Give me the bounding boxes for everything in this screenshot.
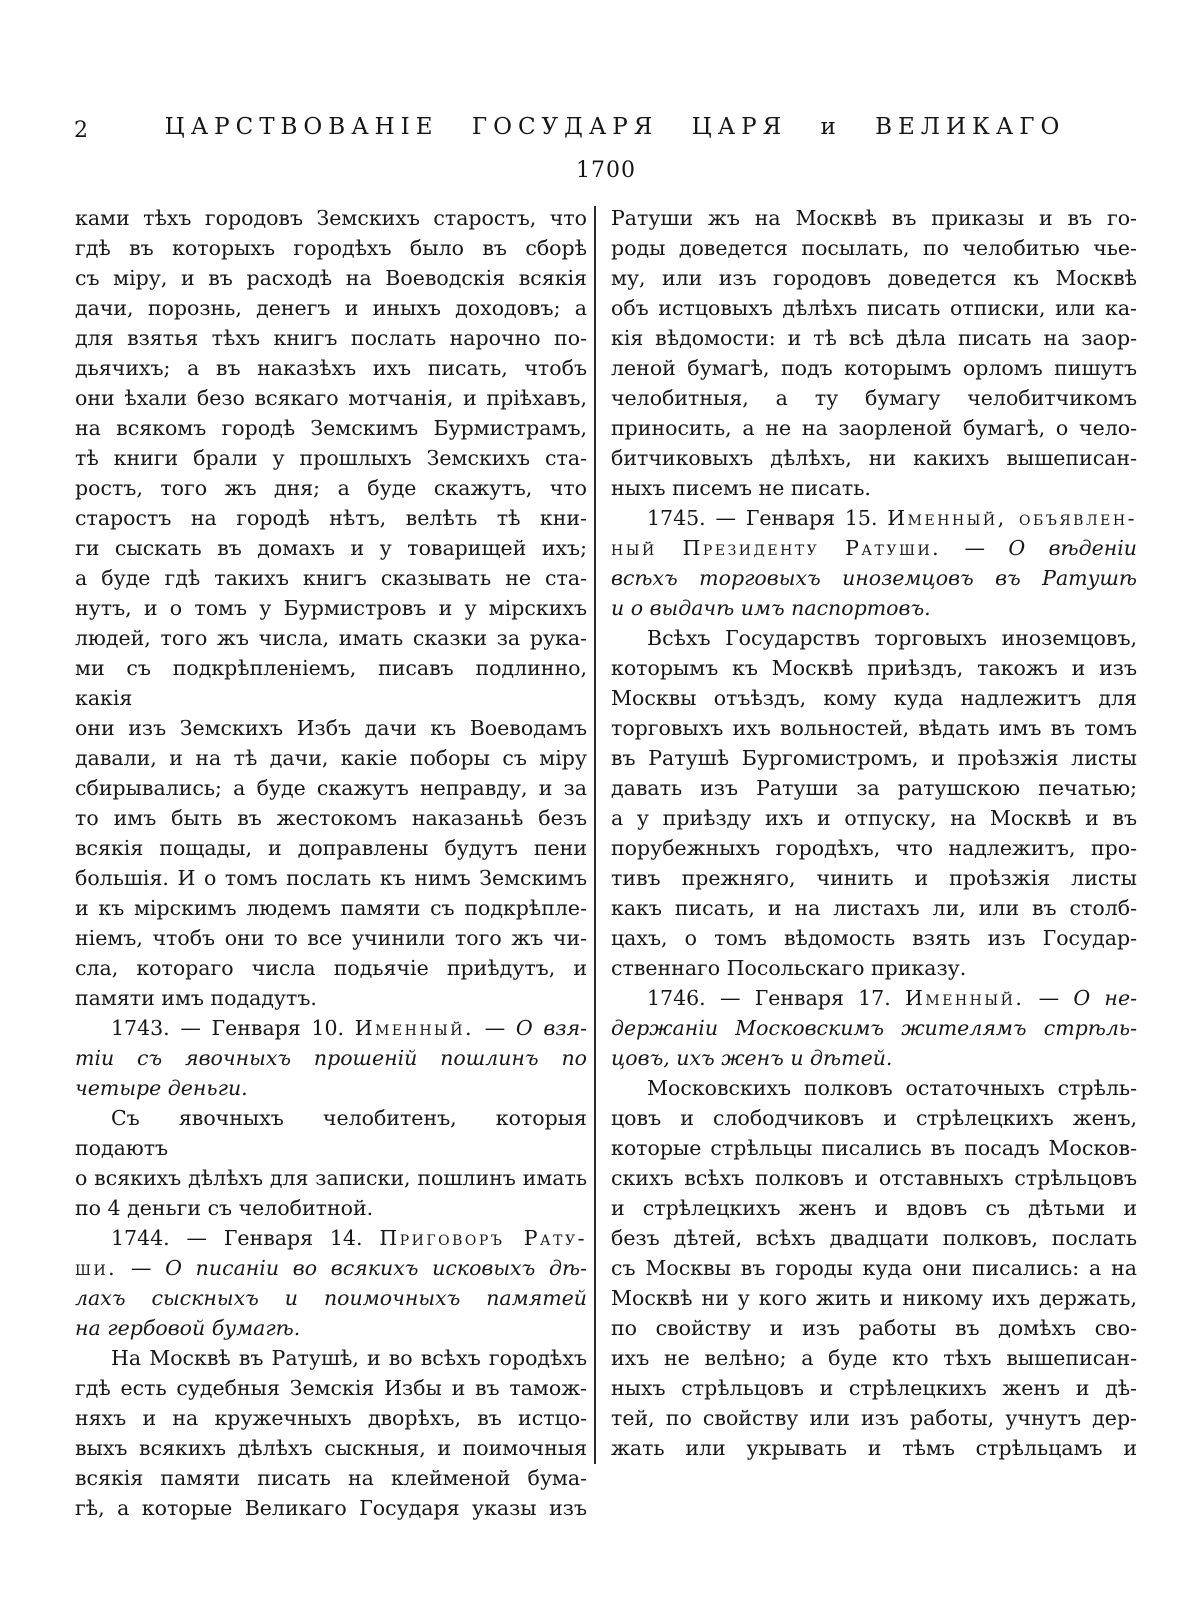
body-text: съ Москвы въ городы куда они писались: а на <box>611 1256 1137 1280</box>
text-line <box>75 263 587 293</box>
body-text: которые стрѣльцы писались въ посадъ Москов- <box>611 1136 1137 1160</box>
smallcaps-heading-text: Именный. <box>354 1016 475 1040</box>
text-line <box>75 233 587 263</box>
body-text: леной бумагѣ, подъ которымъ орломъ пишутъ <box>611 356 1137 380</box>
text-line <box>611 503 1137 533</box>
body-text: гдѣ въ которыхъ городѣхъ было въ сборѣ <box>75 236 587 260</box>
text-line <box>75 1463 587 1493</box>
smallcaps-heading-text: Именный. <box>905 986 1025 1010</box>
body-text: старостъ на городѣ нѣтъ, велѣть тѣ кни- <box>75 506 587 530</box>
body-text: ги сыскать въ домахъ и у товарищей ихъ; <box>75 536 587 560</box>
text-line <box>75 293 587 323</box>
body-text: въ Ратушѣ Бургомистромъ, и проѣзжія листы <box>611 746 1137 770</box>
italic-decree-title-text: О вѣденіи <box>1008 536 1137 560</box>
text-line <box>75 1193 587 1223</box>
text-line <box>75 863 587 893</box>
text-line <box>611 803 1137 833</box>
body-text: Ратуши жъ на Москвѣ въ приказы и въ го- <box>611 206 1137 230</box>
italic-decree-title-text: О не- <box>1073 986 1137 1010</box>
body-text: — <box>1024 986 1074 1010</box>
body-text: всякія памяти писать на клейменой бума- <box>75 1466 587 1490</box>
text-line <box>611 1373 1137 1403</box>
body-text: скихъ всѣхъ полковъ и отставныхъ стрѣльцовъ <box>611 1166 1137 1190</box>
text-line <box>75 893 587 923</box>
body-text: 1743. — Генваря 10. <box>111 1016 355 1040</box>
body-text: большія. И о томъ послать къ нимъ Земскимъ <box>75 866 587 890</box>
smallcaps-heading-text: Приговоръ Рату- <box>379 1226 588 1250</box>
body-text: и стрѣлецкихъ женъ и вдовъ съ дѣтьми и <box>611 1196 1137 1220</box>
text-line <box>611 443 1137 473</box>
text-line <box>75 473 587 503</box>
text-line <box>611 533 1137 563</box>
text-line <box>611 413 1137 443</box>
body-text: тѣ книги брали у прошлыхъ Земскихъ ста- <box>75 446 587 470</box>
text-line <box>611 743 1137 773</box>
text-line <box>611 593 1137 623</box>
text-line <box>611 203 1137 233</box>
body-text: давать изъ Ратуши за ратушскою печатью; <box>611 776 1137 800</box>
italic-decree-title-text: четыре деньги. <box>75 1076 248 1100</box>
body-text: дьячихъ; а въ наказѣхъ ихъ писать, чтобъ <box>75 356 587 380</box>
text-line <box>75 653 587 713</box>
body-text: гѣ, а которые Великаго Государя указы изъ <box>75 1496 587 1520</box>
text-line <box>611 1163 1137 1193</box>
body-text: гдѣ есть судебныя Земскія Избы и въ тамож- <box>75 1376 587 1400</box>
body-text: а у приѣзду ихъ и отпуску, на Москвѣ и въ <box>611 806 1137 830</box>
body-text: а буде гдѣ такихъ книгъ сказывать не ста- <box>75 566 587 590</box>
text-line <box>75 1223 587 1253</box>
text-line <box>75 983 587 1013</box>
body-text: 1745. — Генваря 15. <box>647 506 888 530</box>
body-text: и къ мірскимъ людемъ памяти съ подкрѣпле- <box>75 896 587 920</box>
body-text: по 4 деньги съ челобитной. <box>75 1196 374 1220</box>
text-line <box>75 1073 587 1103</box>
text-line <box>611 383 1137 413</box>
text-line <box>75 563 587 593</box>
body-text: челобитныя, а ту бумагу челобитчикомъ <box>611 386 1137 410</box>
body-text: Московскихъ полковъ остаточныхъ стрѣль- <box>647 1076 1137 1100</box>
text-line <box>611 1343 1137 1373</box>
text-column-left <box>75 203 587 1523</box>
body-text: му, или изъ городовъ доведется къ Москвѣ <box>611 266 1137 290</box>
text-line <box>75 503 587 533</box>
text-line <box>611 1283 1137 1313</box>
text-line <box>75 1253 587 1283</box>
body-text: 1746. — Генваря 17. <box>647 986 905 1010</box>
smallcaps-heading-text: ный Президенту Ратуши. <box>611 536 942 560</box>
running-title: ЦАРСТВОВАНІЕ ГОСУДАРЯ ЦАРЯ и ВЕЛИКАГО <box>164 114 1066 140</box>
text-line <box>611 473 1137 503</box>
text-line <box>75 743 587 773</box>
text-line <box>611 1043 1137 1073</box>
column-divider-rule <box>594 206 596 1464</box>
italic-decree-title-text: лахъ сыскныхъ и поимочныхъ памятей <box>75 1286 587 1310</box>
body-text: Съ явочныхъ челобитенъ, которыя подаютъ <box>75 1106 587 1160</box>
text-line <box>611 563 1137 593</box>
body-text: няхъ и на кружечныхъ дворѣхъ, въ истцо- <box>75 1406 587 1430</box>
body-text: они ѣхали безо всякаго мотчанія, и пріѣхавъ, <box>75 386 587 410</box>
text-line <box>611 1433 1137 1463</box>
italic-decree-title-text: на гербовой бумагѣ. <box>75 1316 301 1340</box>
text-line <box>611 323 1137 353</box>
body-text: цовъ и слободчиковъ и стрѣлецкихъ женъ, <box>611 1106 1137 1130</box>
body-text: всякія пощады, и доправлены будутъ пени <box>75 836 587 860</box>
text-line <box>611 293 1137 323</box>
text-line <box>611 923 1137 953</box>
text-line <box>75 1493 587 1523</box>
body-text: жать или укрывать и тѣмъ стрѣльцамъ и <box>611 1436 1137 1460</box>
body-text: о всякихъ дѣлѣхъ для записки, пошлинъ имать <box>75 1166 587 1190</box>
text-line <box>75 533 587 563</box>
text-line <box>611 953 1137 983</box>
italic-decree-title-text: всѣхъ торговыхъ иноземцовъ въ Ратушѣ <box>611 566 1137 590</box>
text-line <box>75 1103 587 1163</box>
body-text: приносить, а не на заорленой бумагѣ, о чело- <box>611 416 1137 440</box>
text-line <box>611 263 1137 293</box>
italic-decree-title-text: держаніи Московскимъ жителямъ стрѣль- <box>611 1016 1137 1040</box>
body-text: Всѣхъ Государствъ торговыхъ иноземцовъ, <box>647 626 1137 650</box>
body-text: какъ писать, и на листахъ ли, или въ столб- <box>611 896 1137 920</box>
text-line <box>611 653 1137 683</box>
italic-decree-title-text: и о выдачѣ имъ паспортовъ. <box>611 596 931 620</box>
italic-decree-title-text: тіи съ явочныхъ прошеній пошлинъ по <box>75 1046 587 1070</box>
year-heading: 1700 <box>576 158 636 183</box>
body-text: памяти имъ подадутъ. <box>75 986 317 1010</box>
smallcaps-heading-text: Именный, объявлен- <box>887 506 1137 530</box>
text-line <box>611 893 1137 923</box>
text-line <box>611 683 1137 713</box>
text-line <box>611 1193 1137 1223</box>
body-text: ственнаго Посольскаго приказу. <box>611 956 967 980</box>
text-column-right <box>611 203 1137 1463</box>
body-text: Москвы отъѣздъ, кому куда надлежитъ для <box>611 686 1137 710</box>
body-text: то имъ быть въ жестокомъ наказаньѣ безъ <box>75 806 587 830</box>
body-text: сбирывались; а буде скажутъ неправду, и за <box>75 776 587 800</box>
body-text: — <box>941 536 1009 560</box>
text-line <box>75 203 587 233</box>
text-line <box>75 773 587 803</box>
text-line <box>75 413 587 443</box>
text-line <box>75 1343 587 1373</box>
text-line <box>611 1313 1137 1343</box>
body-text: кія вѣдомости: и тѣ всѣ дѣла писать на заор- <box>611 326 1137 350</box>
body-text: ихъ не велѣно; а буде кто тѣхъ вышеписан- <box>611 1346 1137 1370</box>
text-line <box>611 353 1137 383</box>
body-text: ростъ, того жъ дня; а буде скажутъ, что <box>75 476 587 500</box>
body-text: порубежныхъ городѣхъ, что надлежитъ, про- <box>611 836 1137 860</box>
text-line <box>75 1403 587 1433</box>
body-text: ками тѣхъ городовъ Земскихъ старостъ, что <box>75 206 587 230</box>
text-line <box>75 1373 587 1403</box>
text-line <box>75 1313 587 1343</box>
text-line <box>611 983 1137 1013</box>
body-text: тивъ прежняго, чинить и проѣзжія листы <box>611 866 1137 890</box>
body-text: по свойству и изъ работы въ домѣхъ сво- <box>611 1316 1137 1340</box>
body-text: для взятья тѣхъ книгъ послать нарочно по- <box>75 326 587 350</box>
text-line <box>611 1013 1137 1043</box>
text-line <box>611 773 1137 803</box>
body-text: тей, по свойству или изъ работы, учнутъ дер- <box>611 1406 1137 1430</box>
text-line <box>75 623 587 653</box>
smallcaps-heading-text: ши. <box>75 1256 118 1280</box>
text-line <box>75 323 587 353</box>
italic-decree-title-text: О взя- <box>515 1016 588 1040</box>
text-line <box>75 1433 587 1463</box>
text-line <box>75 443 587 473</box>
italic-decree-title-text: цовъ, ихъ женъ и дѣтей. <box>611 1046 893 1070</box>
text-line <box>611 1253 1137 1283</box>
body-text: выхъ всякихъ дѣлѣхъ сыскныя, и поимочныя <box>75 1436 587 1460</box>
text-line <box>75 383 587 413</box>
body-text: давали, и на тѣ дачи, какіе поборы съ міру <box>75 746 587 770</box>
body-text: На Москвѣ въ Ратушѣ, и во всѣхъ городѣхъ <box>111 1346 587 1370</box>
text-line <box>75 923 587 953</box>
text-line <box>611 1403 1137 1433</box>
text-line <box>75 353 587 383</box>
page-number: 2 <box>74 118 88 143</box>
body-text: съ міру, и въ расходѣ на Воеводскія всякія <box>75 266 587 290</box>
body-text: — <box>117 1256 166 1280</box>
body-text: торговыхъ ихъ вольностей, вѣдать имъ въ томъ <box>611 716 1137 740</box>
body-text: на всякомъ городѣ Земскимъ Бурмистрамъ, <box>75 416 587 440</box>
body-text: безъ дѣтей, всѣхъ двадцати полковъ, послать <box>611 1226 1137 1250</box>
body-text: они изъ Земскихъ Избъ дачи къ Воеводамъ <box>75 716 587 740</box>
body-text: цахъ, о томъ вѣдомость взять изъ Государ- <box>611 926 1137 950</box>
text-line <box>611 1103 1137 1133</box>
text-line <box>75 833 587 863</box>
body-text: ныхъ стрѣльцовъ и стрѣлецкихъ женъ и дѣ- <box>611 1376 1137 1400</box>
text-line <box>75 1283 587 1313</box>
text-line <box>611 833 1137 863</box>
text-line <box>611 233 1137 263</box>
body-text: — <box>474 1016 516 1040</box>
text-line <box>611 623 1137 653</box>
text-line <box>611 1133 1137 1163</box>
body-text: ми съ подкрѣпленіемъ, писавъ подлинно, какія <box>75 656 587 710</box>
body-text: ніемъ, чтобъ они то все учинили того жъ чи- <box>75 926 587 950</box>
body-text: Москвѣ ни у кого жить и никому ихъ держать, <box>611 1286 1137 1310</box>
body-text: ныхъ писемъ не писать. <box>611 476 871 500</box>
text-line <box>75 1013 587 1043</box>
text-line <box>75 1043 587 1073</box>
body-text: битчиковыхъ дѣлѣхъ, ни какихъ вышеписан- <box>611 446 1137 470</box>
text-line <box>611 713 1137 743</box>
body-text: нутъ, и о томъ у Бурмистровъ и у мірскихъ <box>75 596 587 620</box>
text-line <box>611 1223 1137 1253</box>
body-text: 1744. — Генваря 14. <box>111 1226 380 1250</box>
body-text: дачи, порознь, денегъ и иныхъ доходовъ; а <box>75 296 587 320</box>
text-line <box>75 713 587 743</box>
body-text: сла, котораго числа подьячіе приѣдутъ, и <box>75 956 587 980</box>
text-line <box>75 1163 587 1193</box>
italic-decree-title-text: О писаніи во всякихъ исковыхъ дѣ- <box>165 1256 587 1280</box>
text-line <box>75 593 587 623</box>
text-line <box>611 1073 1137 1103</box>
text-line <box>611 863 1137 893</box>
text-line <box>75 803 587 833</box>
body-text: объ истцовыхъ дѣлѣхъ писать отписки, или ка- <box>611 296 1137 320</box>
body-text: роды доведется посылать, по челобитью чье- <box>611 236 1137 260</box>
text-line <box>75 953 587 983</box>
body-text: которымъ къ Москвѣ приѣздъ, такожъ и изъ <box>611 656 1137 680</box>
body-text: людей, того жъ числа, имать сказки за рука- <box>75 626 587 650</box>
